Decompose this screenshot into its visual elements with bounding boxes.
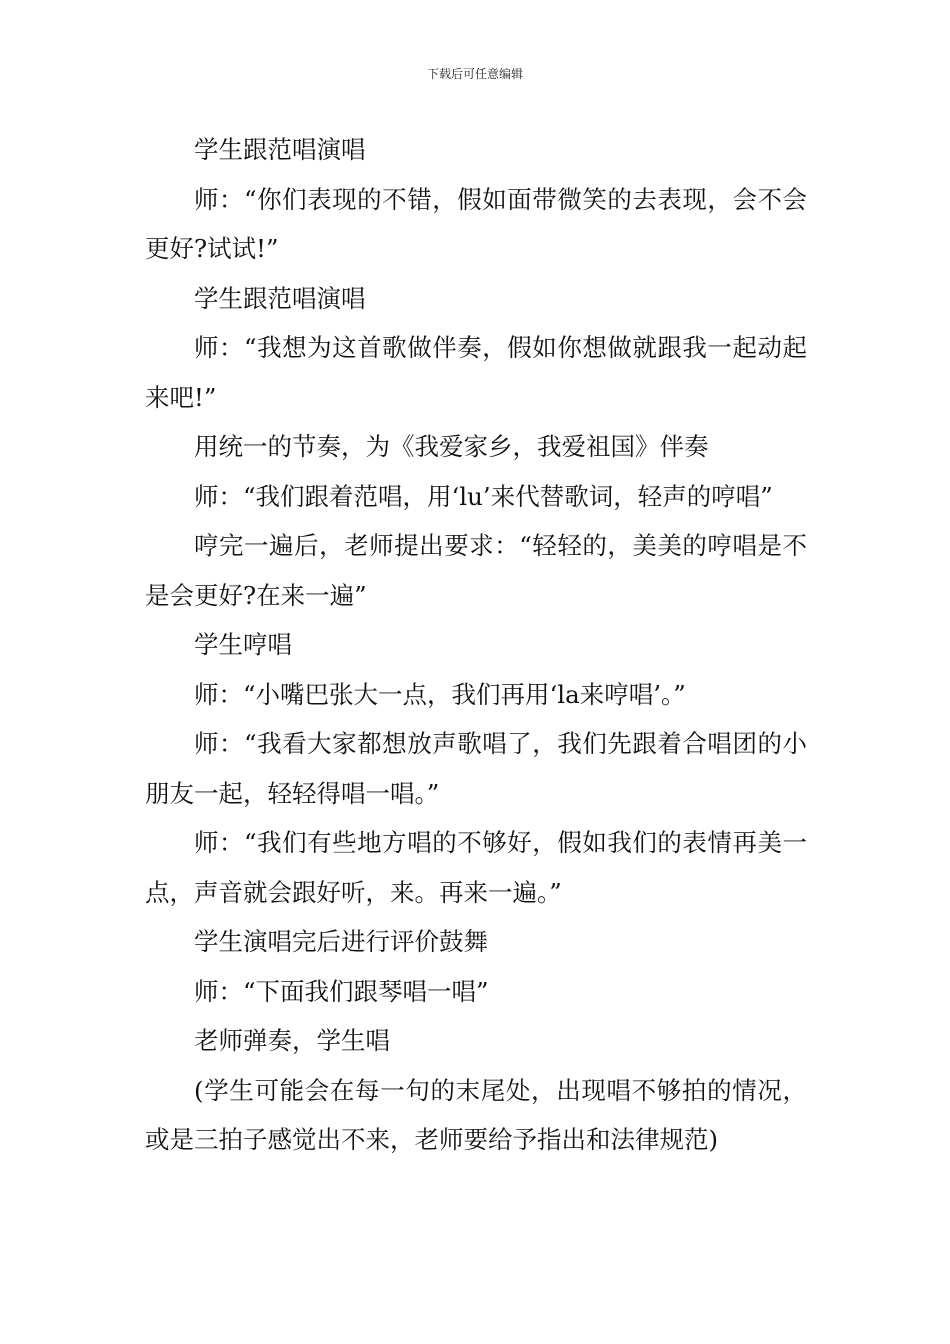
paragraph: 哼完一遍后，老师提出要求：“轻轻的，美美的哼唱是不是会更好?在来一遍” [145,531,807,610]
paragraph: 学生跟范唱演唱 [194,135,366,164]
document-body [145,125,807,1165]
paragraph: 学生哼唱 [194,630,292,659]
paragraph: 师：“我们跟着范唱，用‘lu’来代替歌词，轻声的哼唱” [194,481,773,511]
paragraph: 老师弹奏，学生唱 [194,1026,390,1055]
paragraph: 用统一的节奏，为《我爱家乡，我爱祖国》伴奏 [194,432,709,461]
page-header: 下载后可任意编辑 [426,67,523,81]
paragraph: 师：“我们有些地方唱的不够好，假如我们的表情再美一点，声音就会跟好听，来。再来一遍。” [145,828,807,907]
paragraph: 师：“我想为这首歌做伴奏，假如你想做就跟我一起动起来吧!” [145,333,807,412]
paragraph: 师：“你们表现的不错，假如面带微笑的去表现，会不会更好?试试!” [145,184,807,263]
paragraph: 师：“小嘴巴张大一点，我们再用‘la来哼唱’。” [194,679,686,709]
paragraph: 师：“我看大家都想放声歌唱了，我们先跟着合唱团的小朋友一起，轻轻得唱一唱。” [145,729,807,808]
paragraph: (学生可能会在每一句的末尾处，出现唱不够拍的情况，或是三拍子感觉出不来，老师要给予指出和法律规范) [145,1075,807,1154]
paragraph: 师：“下面我们跟琴唱一唱” [194,976,489,1006]
paragraph: 学生演唱完后进行评价鼓舞 [194,927,488,956]
paragraph: 学生跟范唱演唱 [194,283,366,313]
